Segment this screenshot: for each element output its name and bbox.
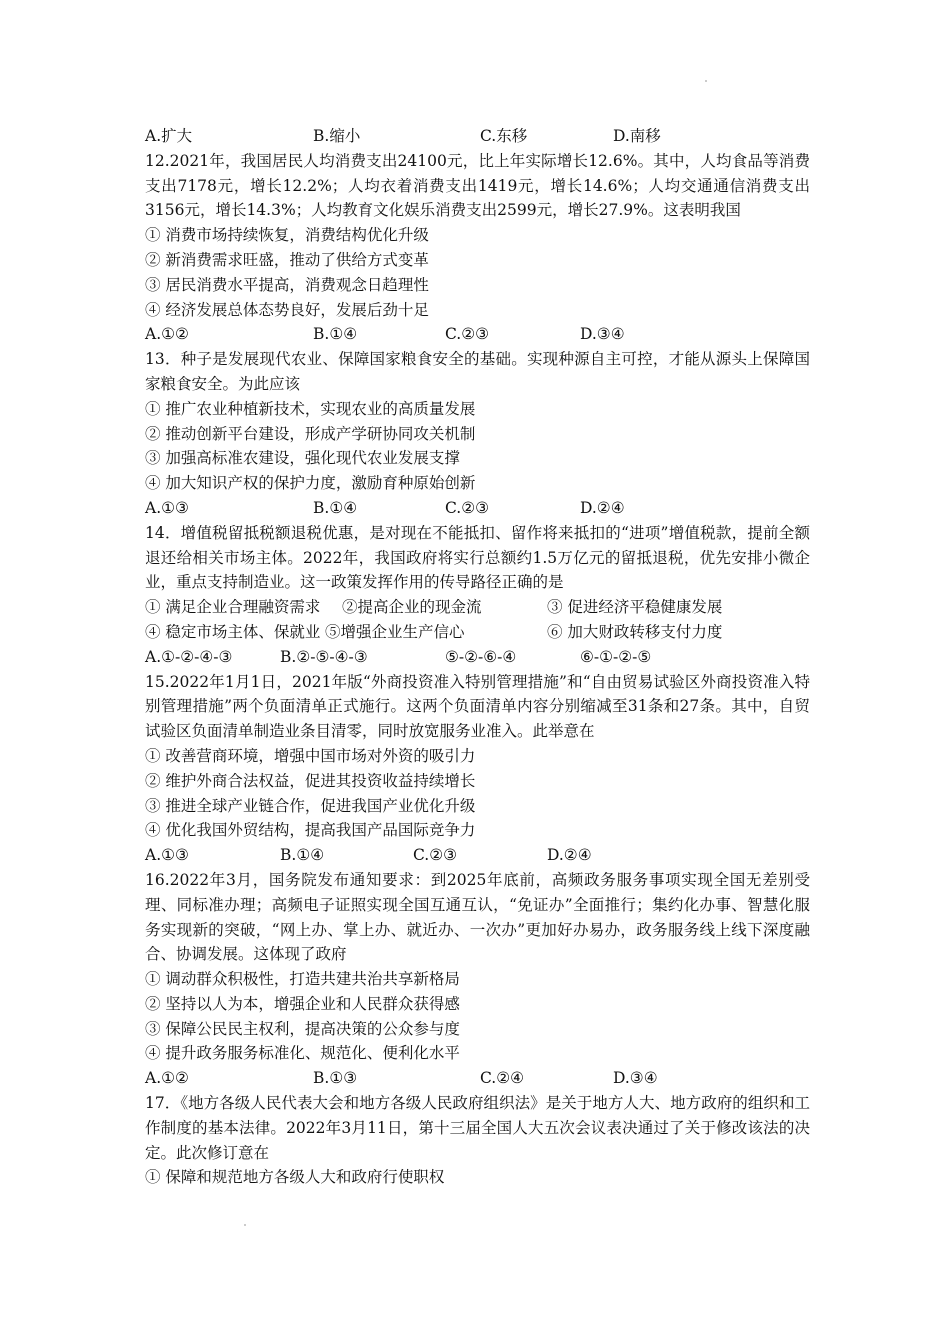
q15-options xyxy=(145,843,810,868)
q14-stem: 14．增值税留抵税额退税优惠，是对现在不能抵扣、留作将来抵扣的“进项”增值税款，提前全额退还给相关市场主体。2022年，我国政府将实行总额约1.5万亿元的留抵退税，优先安排小微企业，重点支持制造业。这一政策发挥作用的传导路径正确的是 xyxy=(145,523,810,592)
q16-item: ④ 提升政务服务标准化、规范化、便利化水平 xyxy=(145,1044,460,1063)
option-a: A.①② xyxy=(145,1069,189,1088)
q14-items-row xyxy=(145,595,810,620)
q12-options xyxy=(145,322,810,347)
option-a: A.①③ xyxy=(145,846,189,865)
q14-item: ① 满足企业合理融资需求 xyxy=(145,598,321,617)
q13-stem: 13．种子是发展现代农业、保障国家粮食安全的基础。实现种源自主可控，才能从源头上保障国家粮食安全。为此应该 xyxy=(145,350,810,393)
q14-item: ④ 稳定市场主体、保就业 xyxy=(145,622,321,641)
option-b: B.①④ xyxy=(313,325,358,344)
option-c: C.②④ xyxy=(480,1069,525,1088)
q16-item: ① 调动群众积极性，打造共建共治共享新格局 xyxy=(145,970,460,989)
option-d: D.③④ xyxy=(580,325,625,344)
option-d: D.②④ xyxy=(580,498,625,517)
option-a: A.①③ xyxy=(145,498,189,517)
q16-item: ② 坚持以人为本，增强企业和人民群众获得感 xyxy=(145,994,460,1013)
option-d: D.③④ xyxy=(613,1069,658,1088)
q12-stem: 12.2021年，我国居民人均消费支出24100元，比上年实际增长12.6%。其中，人均食品等消费支出7178元，增长12.2%；人均衣着消费支出1419元，增长14.6%；人均交通通信消费支出3156元，增长14.3%；人均教育文化娱乐消费支出2599元，增长27.9%。这表明我国 xyxy=(145,151,810,220)
q13-item: ② 推动创新平台建设，形成产学研协同攻关机制 xyxy=(145,424,476,443)
option-d: ⑥-①-②-⑤ xyxy=(580,647,652,666)
q17-stem: 17．《地方各级人民代表大会和地方各级人民政府组织法》是关于地方人大、地方政府的组织和工作制度的基本法律。2022年3月11日，第十三届全国人大五次会议表决通过了关于修改该法的决定。此次修订意在 xyxy=(145,1094,810,1162)
q13-item: ③ 加强高标准农建设，强化现代农业发展支撑 xyxy=(145,449,460,468)
scan-dot xyxy=(244,1224,246,1226)
q12-item: ② 新消费需求旺盛，推动了供给方式变革 xyxy=(145,250,429,269)
q16-item: ③ 保障公民民主权利，提高决策的公众参与度 xyxy=(145,1019,460,1038)
option-c: C.②③ xyxy=(445,325,490,344)
q11-options xyxy=(145,124,810,149)
exam-page xyxy=(145,124,810,1190)
option-a: A.①② xyxy=(145,325,189,344)
q15-item: ③ 推进全球产业链合作，促进我国产业优化升级 xyxy=(145,796,476,815)
q15-item: ② 维护外商合法权益，促进其投资收益持续增长 xyxy=(145,771,476,790)
q14-item: ⑤增强企业生产信心 xyxy=(325,622,465,641)
option-d: D.南移 xyxy=(613,127,661,145)
option-a: A.扩大 xyxy=(145,127,193,145)
option-b: B.①④ xyxy=(313,498,358,517)
q12-item: ③ 居民消费水平提高，消费观念日趋理性 xyxy=(145,275,429,294)
q13-options xyxy=(145,496,810,521)
q12-item: ④ 经济发展总体态势良好，发展后劲十足 xyxy=(145,300,429,319)
q17-item: ① 保障和规范地方各级人大和政府行使职权 xyxy=(145,1168,445,1187)
option-c: C.②③ xyxy=(413,846,458,865)
q16-stem: 16.2022年3月，国务院发布通知要求：到2025年底前，高频政务服务事项实现全国无差别受理、同标准办理；高频电子证照实现全国互通互认，“免证办”全面推行；集约化办事、智慧化服务实现新的突破，“网上办、掌上办、就近办、一次办”更加好办易办，政务服务线上线下深度融合、协调发展。这体现了政府 xyxy=(145,870,810,964)
q14-item: ②提高企业的现金流 xyxy=(342,598,482,617)
q14-item: ③ 促进经济平稳健康发展 xyxy=(547,598,723,617)
q14-items-row xyxy=(145,620,810,645)
q16-options xyxy=(145,1066,810,1091)
scan-dot xyxy=(705,80,707,82)
option-b: B.①④ xyxy=(280,846,325,865)
option-c: C.②③ xyxy=(445,498,490,517)
option-a: A.①-②-④-③ xyxy=(145,647,233,666)
q15-item: ① 改善营商环境，增强中国市场对外资的吸引力 xyxy=(145,746,476,765)
q15-stem: 15.2022年1月1日，2021年版“外商投资准入特别管理措施”和“自由贸易试验区外商投资准入特别管理措施”两个负面清单正式施行。这两个负面清单内容分别缩减至31条和27条。其中，自贸试验区负面清单制造业条目清零，同时放宽服务业准入。此举意在 xyxy=(145,672,810,741)
option-d: D.②④ xyxy=(547,846,592,865)
q14-item: ⑥ 加大财政转移支付力度 xyxy=(547,622,723,641)
option-b: B.①③ xyxy=(313,1069,358,1088)
q15-item: ④ 优化我国外贸结构，提高我国产品国际竞争力 xyxy=(145,821,476,840)
option-c: C.东移 xyxy=(480,127,528,145)
q14-options xyxy=(145,645,810,670)
option-c: ⑤-②-⑥-④ xyxy=(445,647,517,666)
option-b: B.②-⑤-④-③ xyxy=(280,647,368,666)
q13-item: ④ 加大知识产权的保护力度，激励育种原始创新 xyxy=(145,474,476,493)
option-b: B.缩小 xyxy=(313,127,361,145)
q12-item: ① 消费市场持续恢复，消费结构优化升级 xyxy=(145,226,429,245)
q13-item: ① 推广农业种植新技术，实现农业的高质量发展 xyxy=(145,399,476,418)
